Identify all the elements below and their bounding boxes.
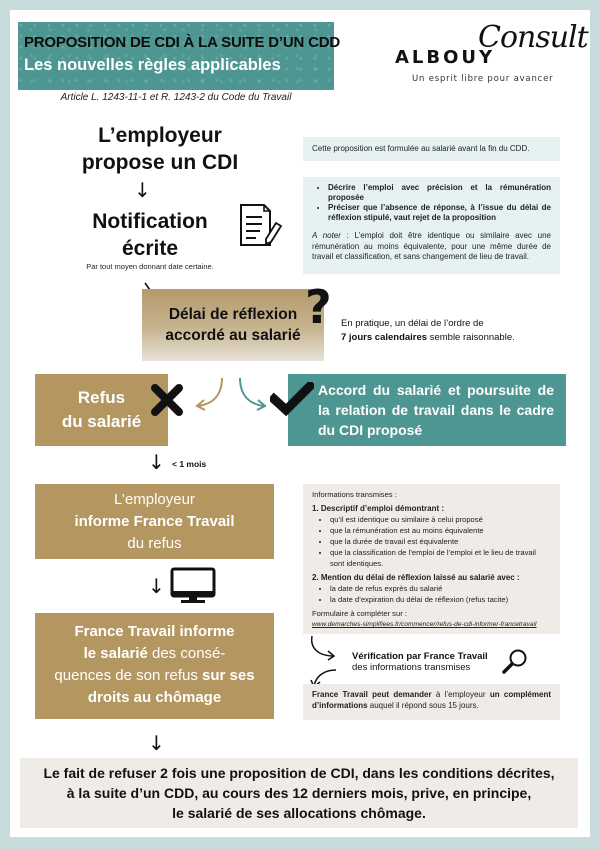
reflection-delay-box [142, 289, 324, 361]
note-paragraph [312, 231, 551, 263]
computer-monitor-icon [170, 567, 216, 609]
arrow-down-icon: ↓ [134, 178, 151, 202]
conclusion-line: le salarié de ses allocations chômage. [172, 805, 426, 821]
info-intro: Informations transmises : [312, 490, 397, 499]
box-d-text: à l’employeur [431, 690, 490, 699]
bullet-item: • Décrire l’emploi avec précision et la rémunération proposée [328, 183, 551, 203]
section-title: 1. Descriptif d’emploi démontrant : [312, 504, 445, 513]
check-icon [270, 382, 314, 420]
list-item: • que la rémunération est au moins équivalente [330, 525, 551, 536]
page-title: PROPOSITION DE CDI À LA SUITE D’UN CDD [24, 34, 341, 51]
delay-note-line [341, 331, 515, 345]
ft-text: des consé- [147, 645, 226, 662]
ft-text: quences de son refus [54, 667, 203, 684]
section-title: 2. Mention du délai de réflexion laissé au salarié avec : [312, 573, 520, 582]
list-item: • que la durée de travail est équivalente [330, 536, 551, 547]
conclusion-box [20, 758, 578, 828]
magnifier-icon [502, 648, 528, 678]
ft-bold: le salarié [83, 645, 148, 662]
step-line: propose un CDI [81, 151, 239, 174]
arrow-down-icon: ↓ [148, 574, 165, 598]
inform-line: L’employeur [114, 491, 195, 508]
page-subtitle: Les nouvelles règles applicables [24, 56, 281, 74]
refusal-box [35, 374, 168, 446]
arrow-down-icon: ↓ [148, 450, 165, 474]
delay-line: Délai de réflexion [168, 306, 298, 323]
delay-note-line: En pratique, un délai de l’ordre de [341, 318, 484, 329]
list-item: • qu’il est identique ou similaire à celui proposé [330, 514, 551, 525]
note-text: : L’emploi doit être identique ou similaire avec une rémunération au moins équivalente, pour une même durée de travail et classification, et sans changement de lieu de travail. [312, 231, 552, 261]
conclusion-line: Le fait de refuser 2 fois une proposition de CDI, dans les conditions décrites, [43, 765, 555, 781]
ft-line: France Travail informe [74, 623, 235, 640]
question-mark-icon: ? [305, 280, 332, 334]
list-item: • que la classification de l’emploi de l’emploi et le lieu de travail sont identiques. [330, 547, 551, 569]
refus-line: du salarié [61, 412, 142, 431]
delay-line: accordé au salarié [165, 327, 301, 344]
step-written-notification [60, 208, 240, 262]
conclusion-line: à la suite d’un CDD, au cours des 12 derniers mois, prive, en principe, [66, 785, 532, 801]
notification-note: Par tout moyen donnant date certaine. [86, 262, 214, 271]
logo-tagline: Un esprit libre pour avancer [412, 74, 554, 84]
box-d-text: auquel il répond sous 15 jours. [367, 701, 479, 710]
transmitted-info-box [303, 484, 560, 634]
list-item: • la date d’expiration du délai de réflexion (refus tacite) [330, 594, 551, 605]
box-d-bold: un complément d’informations [312, 690, 551, 710]
info-box-notification-content [303, 177, 560, 274]
form-link[interactable]: www.demarches-simplifiees.fr/commencer/refus-de-cdi-informer-francetravail [312, 621, 537, 628]
acceptance-box: Accord du salarié et poursuite de la relation de travail dans le cadre du CDI proposé [288, 374, 566, 446]
ft-line [35, 643, 274, 665]
info-box-before-cdd-end: Cette proposition est formulée au salarié avant la fin du CDD. [303, 137, 560, 161]
verification-title: Vérification par France Travail [352, 651, 488, 662]
article-reference: Article L. 1243-11-1 et R. 1243-2 du Code du Travail [60, 92, 292, 103]
curved-arrow-down-icon [308, 634, 338, 668]
verification-subtitle: des informations transmises [352, 662, 471, 673]
employer-informs-box [35, 484, 274, 559]
france-travail-informs-box [35, 613, 274, 719]
bullet-item: • Préciser que l’absence de réponse, à l’issue du délai de réflexion stipulé, vaut rejet de la proposition [328, 203, 551, 223]
logo-script: Consult [478, 20, 588, 55]
document-pen-icon [238, 203, 284, 253]
arrow-down-icon: ↓ [148, 731, 165, 755]
curved-arrow-left-icon [192, 376, 228, 416]
inform-line: informe France Travail [74, 513, 235, 530]
verification-text [352, 651, 488, 673]
step-line: L’employeur [98, 124, 222, 147]
step-employer-proposes [50, 122, 270, 176]
refus-line: Refus [77, 388, 126, 407]
box-d-bold: France Travail peut demander [312, 690, 432, 699]
delay-practice-note [341, 317, 515, 345]
ft-line [35, 665, 274, 687]
additional-info-box [303, 684, 560, 720]
step-line: Notification [92, 210, 208, 233]
delay-label: < 1 mois [172, 459, 207, 469]
step-line: écrite [121, 237, 179, 260]
delay-note-rest: semble raisonnable. [427, 332, 515, 343]
logo-wordmark: ALBOUY [395, 47, 496, 68]
form-label: Formulaire à compléter sur : [312, 609, 407, 618]
ft-bold: sur ses [202, 667, 255, 684]
curved-arrow-right-icon [236, 376, 272, 416]
note-label: A noter [312, 231, 341, 240]
cross-icon [150, 383, 184, 421]
delay-days: 7 jours calendaires [341, 332, 428, 343]
inform-line: du refus [127, 535, 182, 552]
ft-line: droits au chômage [87, 689, 222, 706]
list-item: • la date de refus exprès du salarié [330, 583, 551, 594]
